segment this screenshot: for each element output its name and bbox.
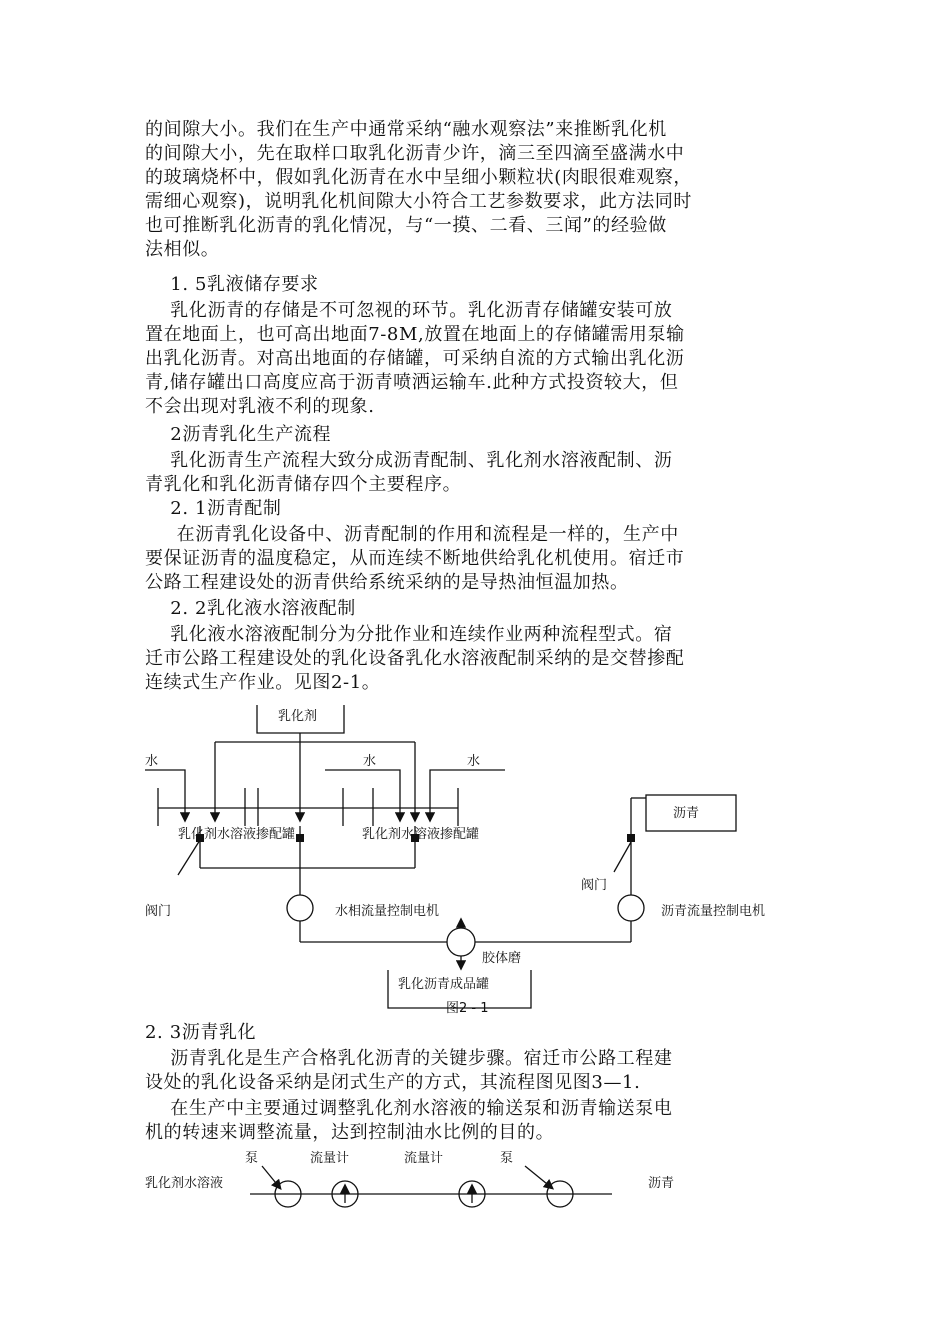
label-colloid-mill: 胶体磨 bbox=[482, 951, 522, 966]
text-line: 公路工程建设处的沥青供给系统采纳的是导热油恒温加热。 bbox=[145, 572, 629, 593]
label-asphalt-motor: 沥青流量控制电机 bbox=[661, 904, 766, 919]
text-line: 乳化液水溶液配制分为分批作业和连续作业两种流程型式。宿 bbox=[145, 624, 673, 645]
text-line: 在生产中主要通过调整乳化剂水溶液的输送泵和沥青输送泵电 bbox=[145, 1098, 673, 1119]
text-line: 连续式生产作业。见图2-1。 bbox=[145, 672, 381, 693]
label-emulsifier: 乳化剂 bbox=[278, 709, 318, 724]
label-pump-2: 泵 bbox=[500, 1151, 514, 1166]
label-valve-left: 阀门 bbox=[145, 904, 172, 919]
label-pump-1: 泵 bbox=[245, 1151, 259, 1166]
label-water-2: 水 bbox=[363, 754, 377, 769]
section-heading: 2沥青乳化生产流程 bbox=[145, 424, 332, 445]
text-line: 在沥青乳化设备中、沥青配制的作用和流程是一样的，生产中 bbox=[145, 524, 679, 545]
label-tank-right: 乳化剂水溶液掺配罐 bbox=[362, 827, 480, 842]
text-line: 机的转速来调整流量，达到控制油水比例的目的。 bbox=[145, 1122, 555, 1143]
text-line: 青,储存罐出口高度应高于沥青喷洒运输车.此种方式投资较大，但 bbox=[145, 372, 679, 393]
text-line: 乳化沥青生产流程大致分成沥青配制、乳化剂水溶液配制、沥 bbox=[145, 450, 673, 471]
label-flowmeter-1: 流量计 bbox=[310, 1151, 350, 1166]
label-valve-right: 阀门 bbox=[581, 878, 608, 893]
figure-caption: 图2 - 1 bbox=[446, 1001, 489, 1016]
label-asphalt: 沥青 bbox=[648, 1176, 675, 1191]
text-line: 出乳化沥青。对高出地面的存储罐，可采纳自流的方式输出乳化沥 bbox=[145, 348, 685, 369]
label-water-3: 水 bbox=[467, 754, 481, 769]
label-water-1: 水 bbox=[145, 754, 159, 769]
text-line: 也可推断乳化沥青的乳化情况，与“一摸、二看、三闻”的经验做 bbox=[145, 215, 667, 236]
section-heading: 2. 2乳化液水溶液配制 bbox=[145, 598, 356, 619]
label-water-motor: 水相流量控制电机 bbox=[335, 904, 440, 919]
section-heading: 2. 3沥青乳化 bbox=[145, 1022, 257, 1043]
label-emulsifier-solution: 乳化剂水溶液 bbox=[145, 1176, 224, 1191]
text-line: 的玻璃烧杯中，假如乳化沥青在水中呈细小颗粒状(肉眼很难观察， bbox=[145, 167, 693, 188]
text-line: 法相似。 bbox=[145, 239, 220, 260]
text-line: 置在地面上，也可高出地面7-8M,放置在地面上的存储罐需用泵输 bbox=[145, 324, 685, 345]
section-heading: 2. 1沥青配制 bbox=[145, 498, 282, 519]
label-tank-left: 乳化剂水溶液掺配罐 bbox=[178, 827, 296, 842]
text-line: 要保证沥青的温度稳定，从而连续不断地供给乳化机使用。宿迁市 bbox=[145, 548, 685, 569]
text-line: 乳化沥青的存储是不可忽视的环节。乳化沥青存储罐安装可放 bbox=[145, 300, 673, 321]
text-line: 的间隙大小。我们在生产中通常采纳“融水观察法”来推断乳化机 bbox=[145, 119, 667, 140]
section-heading: 1. 5乳液储存要求 bbox=[145, 274, 319, 295]
text-line: 沥青乳化是生产合格乳化沥青的关键步骤。宿迁市公路工程建 bbox=[145, 1048, 673, 1069]
label-flowmeter-2: 流量计 bbox=[404, 1151, 444, 1166]
text-line: 需细心观察)，说明乳化机间隙大小符合工艺参数要求，此方法同时 bbox=[145, 191, 693, 212]
label-product-tank: 乳化沥青成品罐 bbox=[398, 977, 490, 992]
label-asphalt-box: 沥青 bbox=[673, 806, 700, 821]
text-line: 设处的乳化设备采纳是闭式生产的方式，其流程图见图3—1. bbox=[145, 1072, 641, 1093]
text-line: 迁市公路工程建设处的乳化设备乳化水溶液配制采纳的是交替掺配 bbox=[145, 648, 685, 669]
text-line: 青乳化和乳化沥青储存四个主要程序。 bbox=[145, 474, 462, 495]
text-line: 的间隙大小，先在取样口取乳化沥青少许，滴三至四滴至盛满水中 bbox=[145, 143, 685, 164]
text-line: 不会出现对乳液不利的现象. bbox=[145, 396, 375, 417]
